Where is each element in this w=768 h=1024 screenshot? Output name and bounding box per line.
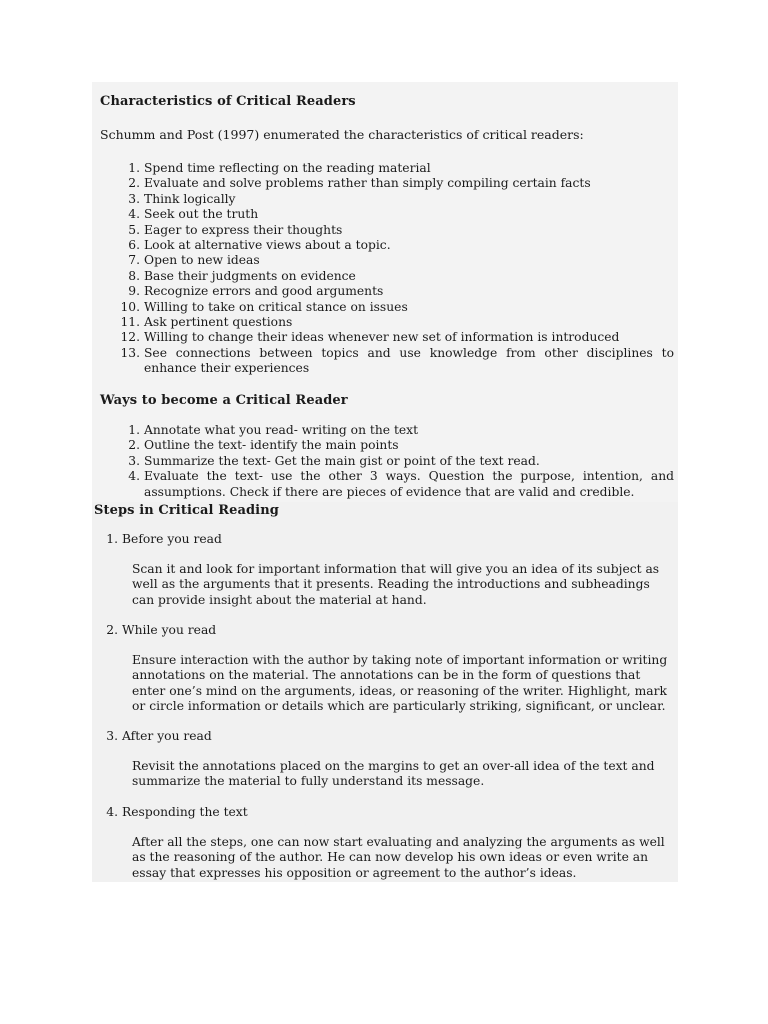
step-body: After all the steps, one can now start evaluating and analyzing the arguments as well as the reasoning of the author. He can now develop his own ideas or even write an essay that expresses his opposition or agreement to the author’s ideas.	[132, 835, 665, 880]
ways-list	[100, 423, 674, 500]
list-item: 10. Willing to take on critical stance on issues	[120, 299, 408, 314]
section-title-characteristics: Characteristics of Critical Readers	[100, 94, 356, 109]
list-item: 1. Spend time reflecting on the reading material	[128, 161, 431, 175]
step-body: Scan it and look for important information that will give you an idea of its subject as well as the arguments that it presents. Reading the introductions and subheadings can provide insight about the material at hand.	[132, 562, 660, 607]
step-body: Ensure interaction with the author by taking note of important information or writing annotations on the material. The annotations can be in the form of questions that enter one’s mind on the arguments, ideas, or reasoning of the writer. Highlight, mark or circle information or details which are particularly striking, significant, or unclear.	[132, 653, 668, 714]
step-heading: 4. Responding the text	[106, 805, 248, 819]
list-item: 4. Evaluate the text- use the other 3 ways. Question the purpose, intention, and assumptions. Check if there are pieces of evidence that are valid and credible.	[128, 469, 674, 499]
document-block-steps	[92, 502, 678, 882]
section-title-steps: Steps in Critical Reading	[94, 503, 279, 518]
list-item: 2. Outline the text- identify the main points	[128, 438, 399, 453]
characteristics-list	[100, 161, 674, 377]
document-block-top	[92, 82, 678, 502]
step-heading: 3. After you read	[106, 729, 212, 743]
step-heading: 2. While you read	[106, 623, 217, 637]
step-heading: 1. Before you read	[106, 532, 222, 546]
list-item: 11. Ask pertinent questions	[120, 315, 293, 330]
list-item: 6. Look at alternative views about a topic.	[128, 238, 391, 253]
list-item: 1. Annotate what you read- writing on the text	[128, 423, 419, 437]
list-item: 9. Recognize errors and good arguments	[128, 284, 384, 299]
list-item: 2. Evaluate and solve problems rather than simply compiling certain facts	[128, 176, 591, 191]
list-item: 5. Eager to express their thoughts	[128, 222, 343, 237]
section-intro: Schumm and Post (1997) enumerated the characteristics of critical readers:	[100, 127, 584, 142]
list-item: 8. Base their judgments on evidence	[128, 268, 356, 283]
list-item: 3. Summarize the text- Get the main gist or point of the text read.	[128, 453, 540, 468]
list-item: 12. Willing to change their ideas whenever new set of information is introduced	[120, 330, 620, 345]
list-item: 13. See connections between topics and use knowledge from other disciplines to enhance their experiences	[120, 345, 674, 376]
section-title-ways: Ways to become a Critical Reader	[100, 393, 348, 408]
list-item: 7. Open to new ideas	[128, 253, 260, 268]
step-body: Revisit the annotations placed on the margins to get an over-all idea of the text and summarize the material to fully understand its message.	[132, 759, 655, 789]
list-item: 4. Seek out the truth	[128, 207, 259, 222]
list-item: 3. Think logically	[128, 191, 236, 206]
